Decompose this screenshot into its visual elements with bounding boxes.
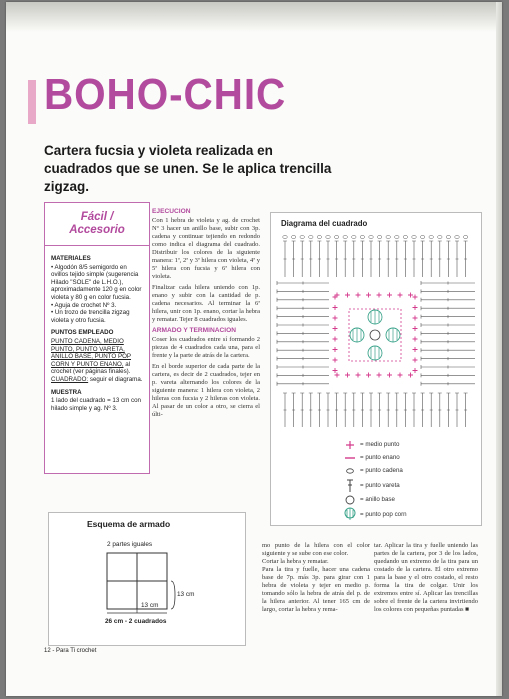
legend-label: = punto cadena: [360, 467, 403, 474]
vareta-stitch: [438, 393, 442, 427]
vareta-stitch: [352, 241, 356, 277]
vareta-stitch: [277, 323, 329, 327]
vareta-stitch: [421, 340, 475, 344]
schema-top-label: 2 partes iguales: [107, 541, 153, 548]
materials-sidebar: [44, 202, 150, 474]
sidebar-body: [45, 246, 149, 416]
gauge-heading: MUESTRA: [51, 388, 82, 396]
single-crochet-stitch: [413, 326, 418, 331]
page-binding: [496, 2, 502, 696]
vareta-stitch: [277, 315, 329, 319]
single-crochet-stitch: [366, 373, 371, 378]
chain-stitch: [326, 236, 330, 239]
legend-label: = punto vareta: [360, 481, 400, 489]
schema-bottom-label: 26 cm - 2 cuadrados: [105, 618, 167, 625]
vareta-stitch: [446, 393, 450, 427]
vareta-stitch: [309, 393, 313, 427]
vareta-stitch: [369, 393, 373, 427]
diagram-title: Diagrama del cuadrado: [281, 219, 368, 228]
vareta-stitch: [421, 315, 475, 319]
vareta-stitch: [421, 357, 475, 361]
square-label: CUADRADO:: [51, 375, 89, 383]
vareta-stitch: [455, 241, 459, 277]
single-crochet-stitch: [333, 337, 338, 342]
materials-heading: MATERIALES: [51, 255, 91, 262]
vareta-stitch: [421, 281, 475, 285]
chain-stitch: [352, 236, 356, 239]
dash-icon: [343, 456, 357, 460]
legend-label: = anillo base: [360, 496, 395, 503]
chain-stitch: [386, 236, 390, 239]
single-crochet-stitch: [333, 368, 338, 373]
vareta-stitch: [455, 393, 459, 427]
single-crochet-stitch: [333, 326, 338, 331]
legend-item-double-crochet: [343, 478, 407, 492]
schema-title: Esquema de armado: [87, 519, 171, 529]
vareta-stitch: [283, 393, 287, 427]
vareta-stitch: [403, 241, 407, 277]
chain-stitch: [438, 236, 442, 239]
chain-stitch: [429, 236, 433, 239]
single-crochet-stitch: [413, 358, 418, 363]
assembly-paragraph-2: En el borde superior de cada parte de la cartera, es decir de 2 cuadrados, tejer en p. vareta alternando los colores de la siguiente manera: 1 hilera con violeta, 2 hileras con fucsia y 2 hileras con violeta. Al pasar de un color a otro, se cierra el últi-: [152, 363, 260, 418]
single-crochet-stitch: [408, 373, 413, 378]
vareta-stitch: [421, 393, 425, 427]
page-subtitle: Cartera fucsia y violeta realizada en cuadrados que se unen. Se le aplica trencilla zigzag.: [44, 143, 332, 194]
single-crochet-stitch: [413, 337, 418, 342]
ring-icon: [343, 495, 357, 505]
single-crochet-stitch: [398, 373, 403, 378]
vareta-stitch: [421, 373, 475, 377]
vareta-stitch: [429, 393, 433, 427]
oval-icon: [343, 468, 357, 474]
title-accent-bar: [28, 80, 36, 124]
difficulty-header: [45, 203, 149, 246]
vareta-stitch: [429, 241, 433, 277]
vareta-stitch: [464, 241, 468, 277]
cross-icon: [343, 441, 357, 449]
single-crochet-stitch: [408, 293, 413, 298]
continuation-column-1: mo punto de la hilera con el color siguiente y se sube con ese color. Cortar la hebra y rematar. Para la tira y fuelle, hacer una cadena base de 7p. más 3p. para girar con 1 hebra de violeta y tejer en medio p. tomando sólo la hebra de atrás del p. de la hilera anterior. Al tener 165 cm de largo, cortar la hebra y rema-: [262, 542, 370, 613]
single-crochet-stitch: [387, 293, 392, 298]
legend-item-single-crochet: [343, 439, 407, 450]
chain-stitch: [291, 236, 295, 239]
chain-stitch: [317, 236, 321, 239]
t-icon: [343, 479, 357, 492]
single-crochet-stitch: [345, 373, 350, 378]
vareta-stitch: [292, 393, 296, 427]
legend-item-magic-ring: [343, 494, 407, 505]
assembly-diagram: [49, 513, 245, 645]
gauge-text: 1 lado del cuadrado = 13 cm con hilado simple y ag. Nº 3.: [51, 397, 141, 412]
materials-text: • Algodón 8/5 semigordo en ovillos tejido simple (sugerencia Hilado "SOLE" de L.H.O.), aproximadamente 120 g en color violeta y 80 g en color fucsia.: [51, 263, 142, 301]
single-crochet-stitch: [366, 293, 371, 298]
scan-shadow: [6, 2, 502, 32]
vareta-stitch: [335, 393, 339, 427]
vareta-stitch: [421, 298, 475, 302]
popcorn-stitch: [368, 346, 382, 360]
single-crochet-stitch: [333, 347, 338, 352]
vareta-stitch: [277, 340, 329, 344]
chain-stitch: [463, 236, 467, 239]
vareta-stitch: [277, 357, 329, 361]
chain-stitch: [403, 236, 407, 239]
vareta-stitch: [446, 241, 450, 277]
vareta-stitch: [421, 365, 475, 369]
vareta-stitch: [369, 241, 373, 277]
difficulty-level: Fácil /: [80, 211, 114, 223]
single-crochet-stitch: [377, 293, 382, 298]
chain-stitch: [309, 236, 313, 239]
vareta-stitch: [378, 241, 382, 277]
legend-item-slip-stitch: [343, 452, 407, 463]
assembly-heading: ARMADO Y TERMINACION: [152, 327, 237, 334]
vareta-stitch: [386, 241, 390, 277]
single-crochet-stitch: [398, 293, 403, 298]
vareta-stitch: [277, 289, 329, 293]
single-crochet-stitch: [333, 305, 338, 310]
chain-stitch: [283, 236, 287, 239]
vareta-stitch: [421, 331, 475, 335]
chain-stitch: [300, 236, 304, 239]
vareta-stitch: [421, 289, 475, 293]
legend-label: = medio punto: [360, 441, 400, 448]
legend-label: = punto enano: [360, 454, 400, 461]
chain-stitch: [420, 236, 424, 239]
legend-item-popcorn: [343, 507, 407, 521]
single-crochet-stitch: [413, 368, 418, 373]
schema-side-label: 13 cm: [177, 591, 195, 598]
legend-label: = punto pop corn: [360, 510, 407, 518]
vareta-stitch: [360, 393, 364, 427]
chain-stitch: [343, 236, 347, 239]
vareta-stitch: [326, 241, 330, 277]
chain-stitch: [446, 236, 450, 239]
chain-stitch: [369, 236, 373, 239]
vareta-stitch: [352, 393, 356, 427]
vareta-stitch: [277, 306, 329, 310]
single-crochet-stitch: [333, 316, 338, 321]
stitches-tail: al crochet (ver páginas finales).: [51, 360, 131, 376]
chain-stitch: [360, 236, 364, 239]
vareta-stitch: [277, 365, 329, 369]
square-text: seguir el diagrama.: [88, 375, 143, 383]
vareta-stitch: [378, 393, 382, 427]
chain-stitch: [334, 236, 338, 239]
chain-stitch: [412, 236, 416, 239]
vareta-stitch: [292, 241, 296, 277]
single-crochet-stitch: [356, 373, 361, 378]
execution-paragraph-1: Con 1 hebra de violeta y ag. de crochet Nº 3 hacer un anillo base, subir con 3p. cadena y continuar tejiendo en redondo como indica el diagrama del cuadrado. Distribuir los colores de la siguiente manera: 1ª, 2ª y 3ª hilera con violeta, 4ª y 5ª hilera con fucsia y 6ª hilera con violeta.: [152, 217, 260, 280]
needle-text: • Aguja de crochet Nº 3.: [51, 301, 117, 309]
vareta-stitch: [326, 393, 330, 427]
instructions-column: [152, 206, 260, 422]
single-crochet-stitch: [333, 358, 338, 363]
single-crochet-stitch: [377, 373, 382, 378]
vareta-stitch: [277, 348, 329, 352]
popcorn-stitch: [368, 310, 382, 324]
magazine-page: [6, 2, 502, 696]
stitches-heading: PUNTOS EMPLEADO: [51, 329, 114, 337]
assembly-schema-box: [48, 512, 246, 646]
vareta-stitch: [464, 393, 468, 427]
execution-paragraph-2: Finalizar cada hilera uniendo con 1p. enano y subir con la cantidad de p. cadena necesarios. Al terminar la 6ª hilera, unir con 1p. enano, cortar la hebra y rematar. Tejer 8 cuadrados iguales.: [152, 284, 260, 323]
single-crochet-stitch: [387, 373, 392, 378]
single-crochet-stitch: [413, 347, 418, 352]
vareta-stitch: [317, 393, 321, 427]
execution-heading: EJECUCION: [152, 208, 191, 215]
square-block: [51, 376, 143, 384]
assembly-paragraph-1: Coser los cuadrados entre sí formando 2 piezas de 4 cuadrados cada una, para el frente y la parte de atrás de la cartera.: [152, 336, 260, 359]
vareta-stitch: [360, 241, 364, 277]
legend-item-chain: [343, 465, 407, 476]
vareta-stitch: [277, 382, 329, 386]
vareta-stitch: [277, 281, 329, 285]
single-crochet-stitch: [356, 293, 361, 298]
vareta-stitch: [386, 393, 390, 427]
popcorn-stitch: [350, 328, 364, 342]
vareta-stitch: [395, 393, 399, 427]
vareta-stitch: [309, 241, 313, 277]
vareta-stitch: [421, 348, 475, 352]
chain-stitch: [395, 236, 399, 239]
single-crochet-stitch: [413, 316, 418, 321]
difficulty-category: Accesorio: [69, 224, 125, 236]
chain-stitch: [377, 236, 381, 239]
vareta-stitch: [421, 241, 425, 277]
vareta-stitch: [412, 241, 416, 277]
single-crochet-stitch: [345, 293, 350, 298]
vareta-stitch: [300, 241, 304, 277]
trim-text: • Un trozo de trencilla zigzag violeta y otro fucsia.: [51, 309, 130, 324]
vareta-stitch: [300, 393, 304, 427]
vareta-stitch: [412, 393, 416, 427]
chain-stitch: [455, 236, 459, 239]
vareta-stitch: [277, 298, 329, 302]
vareta-stitch: [421, 323, 475, 327]
single-crochet-stitch: [413, 295, 418, 300]
page-title: BOHO-CHIC: [44, 70, 287, 119]
single-crochet-stitch: [335, 373, 340, 378]
continuation-column-2: tar. Aplicar la tira y fuelle uniendo las partes de la cartera, por 3 de los lados, quedando un extremo de la tira para un costado de la cartera. El otro extremo para la base y el otro costado, el resto forma la tira de colgar. Unir los extremos entre sí. Aplicar las trencillas sobre el frente de la cartera invirtiendo los colores con pequeñas puntadas ■: [374, 542, 478, 613]
stitches-block: [51, 338, 143, 376]
vareta-stitch: [283, 241, 287, 277]
vareta-stitch: [335, 241, 339, 277]
page-footer: 12 - Para Ti crochet: [44, 648, 97, 654]
vareta-stitch: [317, 241, 321, 277]
vareta-stitch: [343, 393, 347, 427]
vareta-stitch: [277, 331, 329, 335]
square-diagram-box: [270, 212, 482, 526]
vareta-stitch: [403, 393, 407, 427]
stitches-list: PUNTO CADENA, MEDIO PUNTO, PUNTO VARETA, ANILLO BASE, PUNTO POP CORN Y PUNTO ENANO,: [51, 337, 132, 368]
vareta-stitch: [421, 382, 475, 386]
single-crochet-stitch: [413, 305, 418, 310]
vareta-stitch: [343, 241, 347, 277]
vareta-stitch: [395, 241, 399, 277]
schema-inner-label: 13 cm: [141, 602, 159, 609]
diagram-legend: [343, 439, 407, 523]
popcorn-stitch: [386, 328, 400, 342]
vareta-stitch: [277, 373, 329, 377]
vareta-stitch: [438, 241, 442, 277]
vareta-stitch: [421, 306, 475, 310]
popcorn-icon: [343, 507, 357, 521]
crochet-chart: [271, 231, 481, 431]
